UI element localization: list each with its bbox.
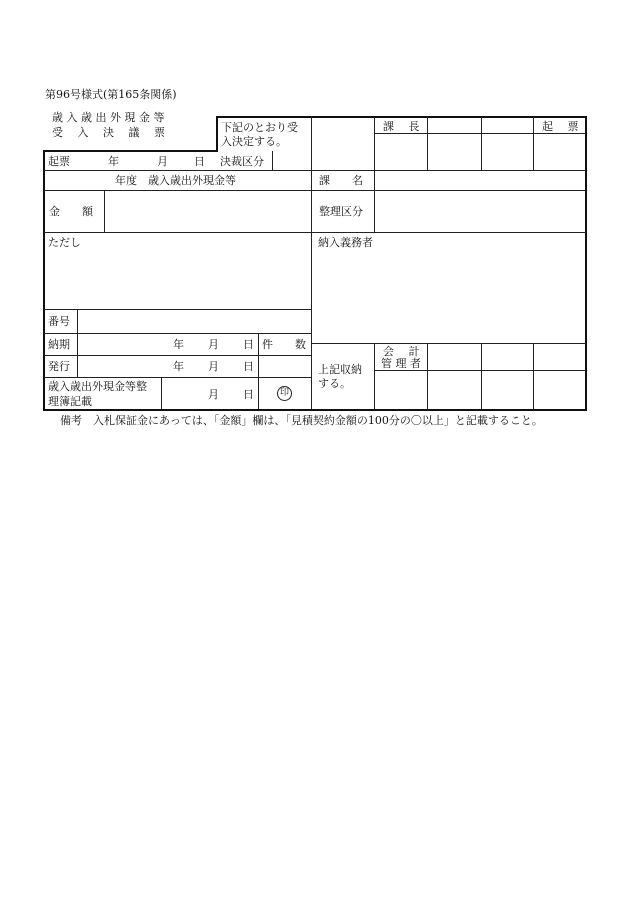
kaikei-kanrisha-line2: 管 理 者 <box>381 357 421 370</box>
kihyo-label: 起票 <box>48 155 70 168</box>
ledger-label-line1: 歳入歳出外現金等整 <box>48 380 147 393</box>
kessai-kubun-label: 決裁区分 <box>220 155 264 168</box>
form-number: 第96号様式(第165条関係) <box>45 88 177 101</box>
kihyo-year-label: 年 <box>108 155 119 168</box>
jouki-shuno-line1: 上記収納 <box>318 363 362 376</box>
noki-day-label: 日 <box>243 338 254 351</box>
approval-drafter: 起 票 <box>542 120 579 133</box>
noki-month-label: 月 <box>208 338 219 351</box>
form-title-line2: 受 入 決 議 票 <box>52 126 165 139</box>
kensu-label: 件 数 <box>262 338 306 351</box>
kihyo-month-label: 月 <box>157 155 168 168</box>
note-text: 備考 入札保証金にあっては、「金額」欄は、「見積契約金額の100分の〇以上」と記載すること。 <box>60 414 543 427</box>
nendo-title: 年度 歳入歳出外現金等 <box>115 174 236 187</box>
form-title-line1: 歳 入 歳 出 外 現 金 等 <box>52 111 165 124</box>
hakko-month-label: 月 <box>208 360 219 373</box>
ka-mei-label: 課 名 <box>319 174 363 187</box>
kaikei-kanrisha-line1: 会 計 <box>383 345 420 358</box>
bango-label: 番号 <box>48 315 70 328</box>
tadashi-label: ただし <box>48 236 81 249</box>
nonyu-gimusha-label: 納入義務者 <box>318 236 373 249</box>
hakko-day-label: 日 <box>243 360 254 373</box>
hakko-year-label: 年 <box>173 360 184 373</box>
decision-text-line1: 下記のとおり受 <box>221 121 298 134</box>
approval-section-chief: 課 長 <box>383 120 420 133</box>
noki-year-label: 年 <box>173 338 184 351</box>
jouki-shuno-line2: する。 <box>318 377 351 390</box>
seal-mark: 印 <box>277 386 292 401</box>
kingaku-label: 金 額 <box>49 205 93 218</box>
noki-label: 納期 <box>48 338 70 351</box>
seiri-kubun-label: 整理区分 <box>319 205 363 218</box>
kihyo-day-label: 日 <box>194 155 205 168</box>
ledger-month-label: 月 <box>208 388 219 401</box>
ledger-day-label: 日 <box>243 388 254 401</box>
hakko-label: 発行 <box>48 360 70 373</box>
decision-text-line2: 入決定する。 <box>221 135 287 148</box>
ledger-label-line2: 理簿記載 <box>48 395 92 408</box>
